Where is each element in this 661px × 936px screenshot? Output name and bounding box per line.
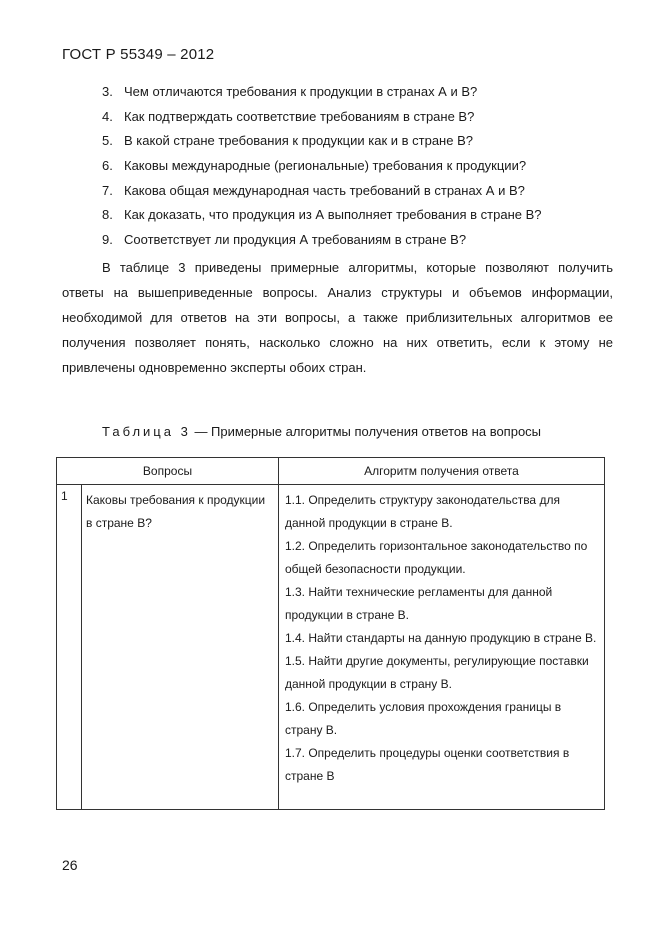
list-item-number: 9.	[102, 232, 113, 248]
list-item	[62, 129, 613, 154]
list-item-text: В какой стране требования к продукции как и в стране В?	[124, 133, 473, 149]
table-caption-text: — Примерные алгоритмы получения ответов на вопросы	[190, 424, 542, 439]
list-item	[62, 203, 613, 228]
list-item-number: 5.	[102, 133, 113, 149]
table-row	[57, 485, 605, 810]
page-number: 26	[62, 857, 78, 873]
algorithm-step: 1.2. Определить горизонтальное законодательство по общей безопасности продукции.	[285, 539, 588, 576]
algorithm-step: 1.5. Найти другие документы, регулирующие поставки данной продукции в страну В.	[285, 654, 589, 691]
list-item-text: Соответствует ли продукция А требованиям в стране В?	[124, 232, 467, 248]
list-item-number: 7.	[102, 182, 113, 198]
document-header: ГОСТ Р 55349 – 2012	[62, 46, 215, 63]
list-item-text: Каковы международные (региональные) требования к продукции?	[124, 158, 527, 174]
list-item-number: 6.	[102, 158, 113, 174]
list-item	[62, 154, 613, 179]
list-item-text: Какова общая международная часть требований в странах А и В?	[124, 182, 525, 198]
table-caption	[102, 424, 541, 439]
list-item-number: 4.	[102, 108, 113, 124]
list-item	[62, 80, 613, 105]
list-item-text: Чем отличаются требования к продукции в странах А и В?	[124, 84, 478, 99]
list-item	[62, 105, 613, 130]
row-question: Каковы требования к продукции в стране В?	[82, 485, 279, 810]
list-item	[62, 179, 613, 204]
column-header-algorithm: Алгоритм получения ответа	[279, 458, 605, 485]
algorithm-step: 1.3. Найти технические регламенты для данной продукции в стране В.	[285, 585, 553, 622]
algorithm-step: 1.4. Найти стандарты на данную продукцию в стране В.	[285, 631, 597, 645]
table-caption-label: Таблица 3	[102, 424, 191, 439]
list-item	[62, 228, 613, 253]
row-number: 1	[57, 485, 82, 810]
list-item-number: 8.	[102, 207, 113, 223]
algorithms-table	[56, 457, 605, 810]
column-header-questions: Вопросы	[57, 458, 279, 485]
algorithm-step: 1.7. Определить процедуры оценки соответствия в стране В	[285, 746, 570, 783]
table-header-row	[57, 458, 605, 485]
body-paragraph: В таблице 3 приведены примерные алгоритмы, которые позволяют получить ответы на вышеприведенные вопросы. Анализ структуры и объемов информации, необходимой для ответов на эти вопросы, а также приблизительных алгоритмов ее получения позволяет понять, насколько сложно на них ответить, если к этому не привлечены одновременно эксперты обоих стран.	[62, 260, 613, 375]
question-list	[62, 80, 613, 253]
list-item-number: 3.	[102, 84, 113, 99]
algorithm-step: 1.6. Определить условия прохождения границы в страну В.	[285, 700, 562, 737]
algorithm-step: 1.1. Определить структуру законодательства для данной продукции в стране В.	[285, 493, 560, 530]
row-algorithm	[279, 485, 605, 810]
list-item-text: Как доказать, что продукция из А выполняет требования в стране В?	[124, 207, 542, 223]
list-item-text: Как подтверждать соответствие требованиям в стране В?	[124, 108, 475, 124]
